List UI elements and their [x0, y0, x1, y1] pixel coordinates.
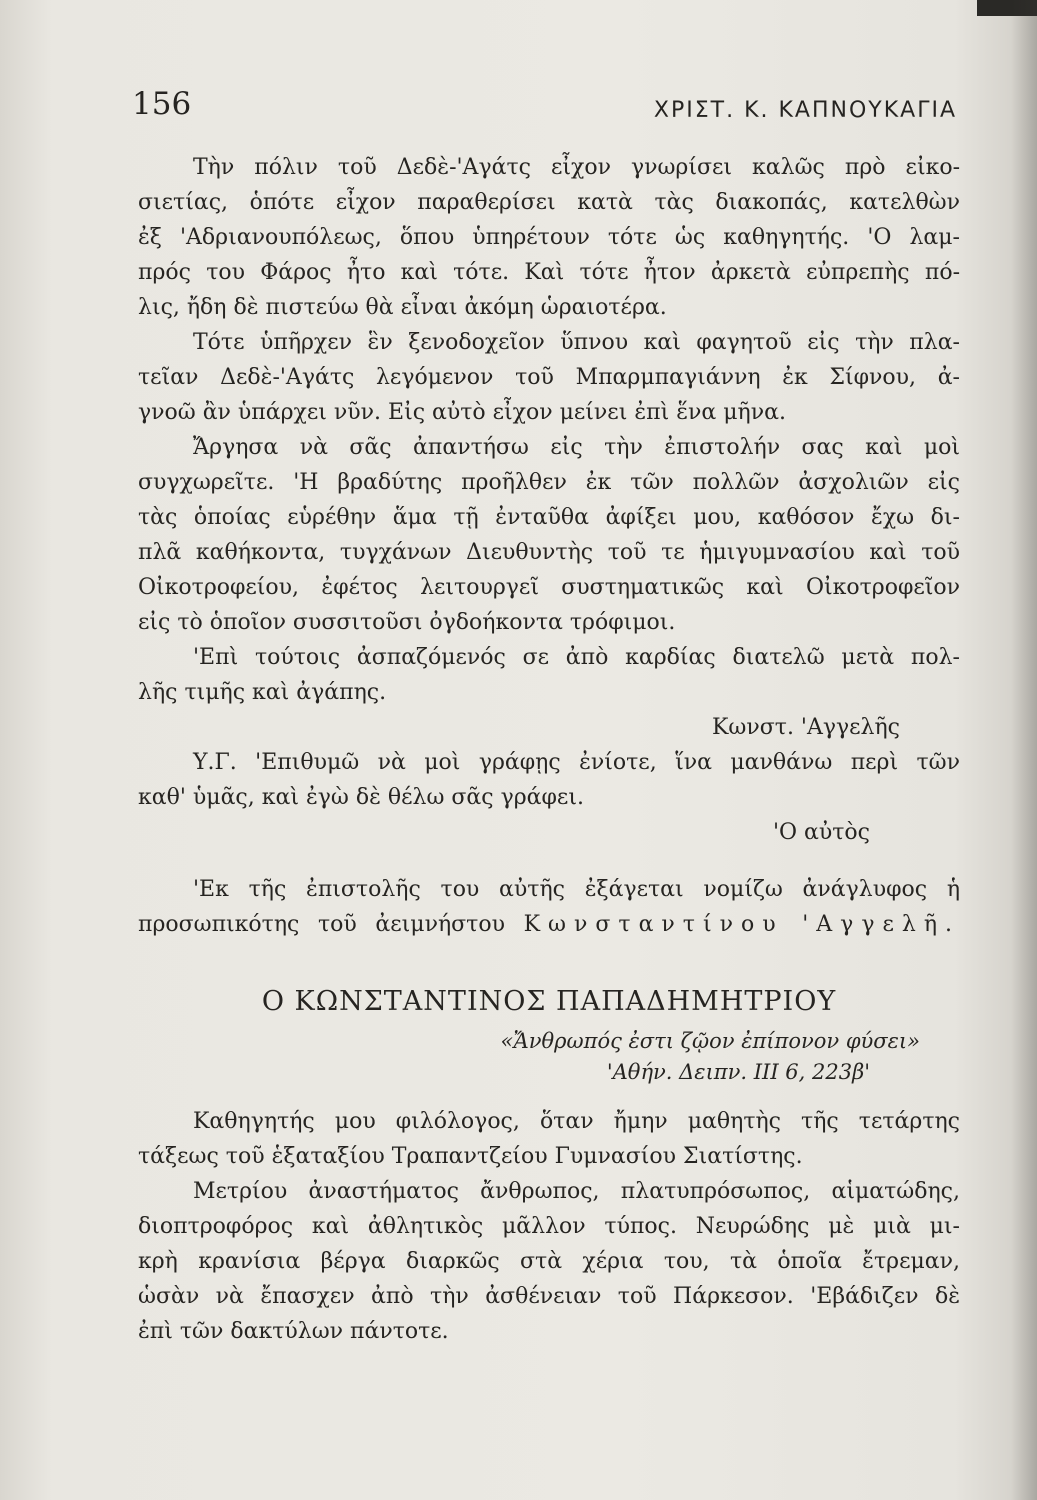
- letter-line: πλᾶ καθήκοντα, τυγχάνων Διευθυντὴς τοῦ τε ἡμιγυμνασίου καὶ τοῦ: [138, 540, 960, 565]
- section-line: ὡσὰν νὰ ἔπασχεν ἀπὸ τὴν ἀσθένειαν τοῦ Πάρκεσον. 'Εβάδιζεν δὲ: [138, 1284, 960, 1309]
- commentary-surname: 'Αγγελῆ.: [802, 912, 960, 937]
- letter-line: εἰς τὸ ὁποῖον συσσιτοῦσι ὀγδοήκοντα τρόφιμοι.: [138, 610, 676, 635]
- body-text: [138, 150, 960, 1349]
- letter-line: τεῖαν Δεδὲ-'Αγάτς λεγόμενον τοῦ Μπαρμπαγιάννη ἐκ Σίφνου, ἀ-: [138, 365, 960, 390]
- letter-line: Οἰκοτροφείου, ἐφέτος λειτουργεῖ συστηματικῶς καὶ Οἰκοτροφεῖον: [138, 575, 960, 600]
- running-head: ΧΡΙΣΤ. Κ. ΚΑΠΝΟΥΚΑΓΙΑ: [653, 98, 957, 123]
- letter-line: σιετίας, ὁπότε εἶχον παραθερίσει κατὰ τὰς διακοπάς, κατελθὼν: [138, 190, 960, 215]
- letter-line: Τὴν πόλιν τοῦ Δεδὲ-'Αγάτς εἶχον γνωρίσει καλῶς πρὸ εἰκο-: [193, 155, 960, 180]
- postscript-line: Υ.Γ. 'Επιθυμῶ νὰ μοὶ γράφῃς ἐνίοτε, ἵνα μανθάνω περὶ τῶν: [193, 750, 960, 775]
- epigraph-source: 'Αθήν. Δειπν. ΙΙΙ 6, 223β': [606, 1060, 870, 1084]
- letter-line: συγχωρεῖτε. 'Η βραδύτης προῆλθεν ἐκ τῶν πολλῶν ἀσχολιῶν εἰς: [138, 470, 960, 495]
- section-line: τάξεως τοῦ ἑξαταξίου Τραπαντζείου Γυμνασίου Σιατίστης.: [138, 1144, 803, 1169]
- letter-line: γνοῶ ἂν ὑπάρχει νῦν. Εἰς αὐτὸ εἶχον μείνει ἐπὶ ἕνα μῆνα.: [138, 400, 786, 425]
- commentary-line: 'Εκ τῆς ἐπιστολῆς του αὐτῆς ἐξάγεται νομίζω ἀνάγλυφος ἡ: [193, 877, 960, 902]
- letter-signature: Κωνστ. 'Αγγελῆς: [712, 715, 900, 740]
- section-line: Καθηγητής μου φιλόλογος, ὅταν ἤμην μαθητὴς τῆς τετάρτης: [193, 1109, 960, 1134]
- scan-edge-right: [1011, 0, 1037, 1500]
- letter-line: Τότε ὑπῆρχεν ἓν ξενοδοχεῖον ὕπνου καὶ φαγητοῦ εἰς τὴν πλα-: [193, 330, 960, 355]
- section-line: ἐπὶ τῶν δακτύλων πάντοτε.: [138, 1319, 449, 1344]
- section-title: Ο ΚΩΝΣΤΑΝΤΙΝΟΣ ΠΑΠΑΔΗΜΗΤΡΙΟΥ: [261, 986, 837, 1017]
- letter-line: τὰς ὁποίας εὑρέθην ἅμα τῇ ἐνταῦθα ἀφίξει μου, καθόσον ἔχω δι-: [138, 505, 960, 530]
- commentary-line: [138, 907, 960, 942]
- page-number: 156: [132, 86, 192, 122]
- postscript-signature: 'Ο αὐτὸς: [772, 820, 870, 845]
- letter-line: ἐξ 'Αδριανουπόλεως, ὅπου ὑπηρέτουν τότε ὡς καθηγητής. 'Ο λαμ-: [138, 225, 960, 250]
- commentary-text: προσωπικότης τοῦ ἀειμνήστου: [138, 912, 505, 937]
- epigraph-quote: «Ἄνθρωπός ἐστι ζῷον ἐπίπονον φύσει»: [500, 1029, 920, 1053]
- section-line: Μετρίου ἀναστήματος ἄνθρωπος, πλατυπρόσωπος, αἱματώδης,: [193, 1179, 960, 1204]
- postscript-line: καθ' ὑμᾶς, καὶ ἐγὼ δὲ θέλω σᾶς γράφει.: [138, 785, 584, 810]
- letter-line: λις, ἤδη δὲ πιστεύω θὰ εἶναι ἀκόμη ὡραιοτέρα.: [138, 295, 667, 320]
- section-line: διοπτροφόρος καὶ ἀθλητικὸς μᾶλλον τύπος. Νευρώδης μὲ μιὰ μι-: [138, 1214, 960, 1239]
- letter-line: πρός του Φάρος ἦτο καὶ τότε. Καὶ τότε ἦτον ἀρκετὰ εὐπρεπὴς πό-: [138, 260, 960, 285]
- letter-line: Ἄργησα νὰ σᾶς ἀπαντήσω εἰς τὴν ἐπιστολήν σας καὶ μοὶ: [193, 435, 960, 460]
- letter-line: 'Επὶ τούτοις ἀσπαζόμενός σε ἀπὸ καρδίας διατελῶ μετὰ πολ-: [193, 645, 960, 670]
- section-line: κρὴ κρανίσια βέργα διαρκῶς στὰ χέρια του, τὰ ὁποῖα ἔτρεμαν,: [138, 1249, 960, 1274]
- commentary-name: Κωνσταντίνου: [523, 912, 784, 937]
- letter-line: λῆς τιμῆς καὶ ἀγάπης.: [138, 680, 387, 705]
